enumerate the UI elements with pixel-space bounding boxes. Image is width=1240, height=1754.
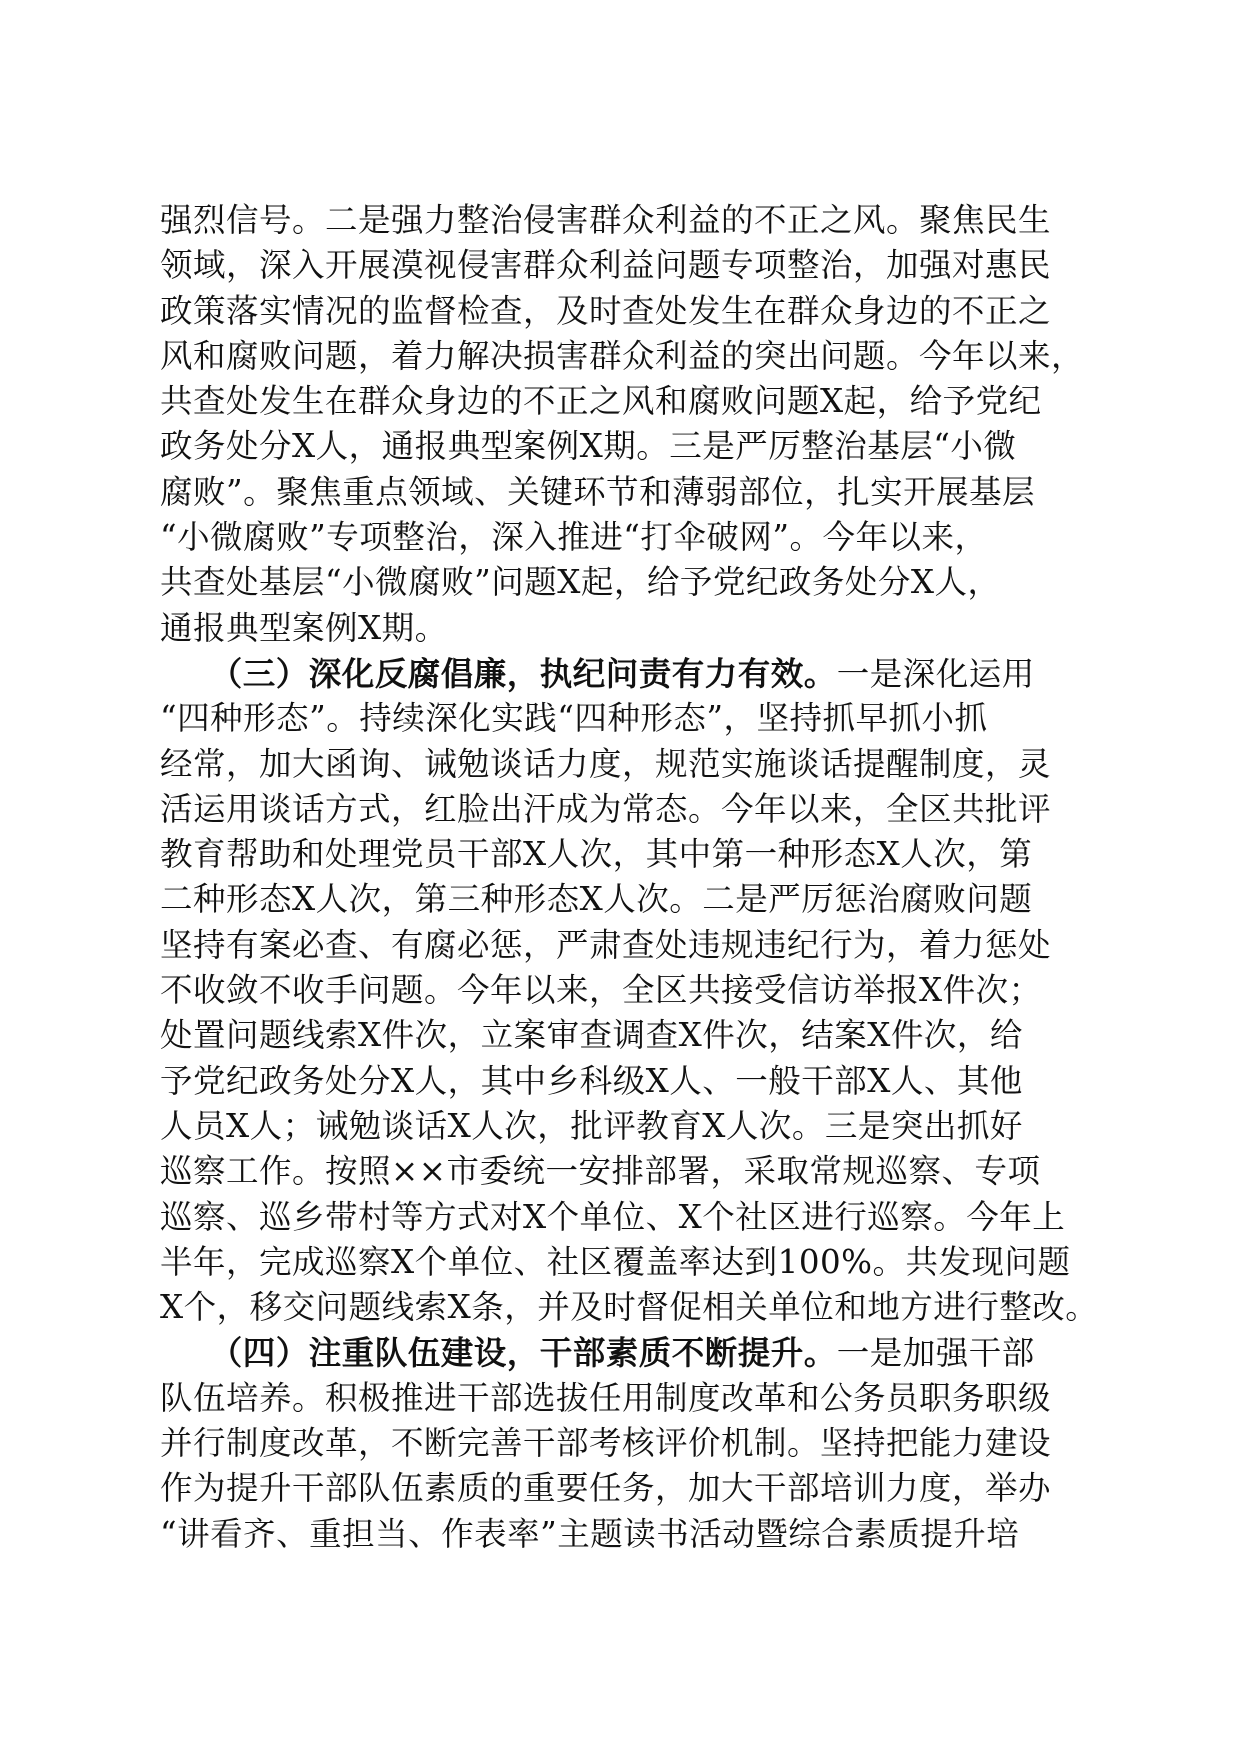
text-line: 处置问题线索X件次，立案审查调查X件次，结案X件次，给 — [160, 1016, 1023, 1055]
text-line: 巡察、巡乡带村等方式对X个单位、X个社区进行巡察。今年上 — [160, 1197, 1066, 1236]
text-span: 一是深化运用 — [836, 654, 1035, 693]
section-heading-line — [160, 651, 1080, 696]
text-line: X个，移交问题线索X条，并及时督促相关单位和地方进行整改。 — [160, 1288, 1099, 1327]
text-line: 共查处发生在群众身边的不正之风和腐败问题X起，给予党纪 — [160, 382, 1042, 421]
text-line: “小微腐败”专项整治，深入推进“打伞破网”。今年以来， — [160, 518, 988, 557]
document-body — [160, 198, 1099, 1557]
text-line: 强烈信号。二是强力整治侵害群众利益的不正之风。聚焦民生 — [160, 201, 1052, 239]
text-line: 二种形态X人次，第三种形态X人次。二是严厉惩治腐败问题 — [160, 880, 1033, 919]
text-line: 领域，深入开展漠视侵害群众利益问题专项整治，加强对惠民 — [160, 246, 1052, 285]
text-line: 作为提升干部队伍素质的重要任务，加大干部培训力度，举办 — [160, 1469, 1052, 1508]
text-line: 队伍培养。积极推进干部选拔任用制度改革和公务员职务职级 — [160, 1378, 1052, 1417]
section-heading-3: （三）深化反腐倡廉，执纪问责有力有效。 — [160, 653, 837, 693]
text-line: “四种形态”。持续深化实践“四种形态”，坚持抓早抓小抓 — [160, 699, 988, 738]
text-line: 予党纪政务处分X人，其中乡科级X人、一般干部X人、其他 — [160, 1061, 1023, 1100]
text-line: 风和腐败问题，着力解决损害群众利益的突出问题。今年以来， — [160, 336, 1085, 375]
section-heading-line — [160, 1330, 1080, 1375]
text-line: 并行制度改革，不断完善干部考核评价机制。坚持把能力建设 — [160, 1424, 1052, 1463]
text-line: 经常，加大函询、诫勉谈话力度，规范实施谈话提醒制度，灵 — [160, 744, 1052, 783]
text-span: 一是加强干部 — [836, 1334, 1035, 1373]
text-line: 政策落实情况的监督检查，及时查处发生在群众身边的不正之 — [160, 291, 1052, 330]
text-line: 教育帮助和处理党员干部X人次，其中第一种形态X人次，第 — [160, 835, 1033, 874]
text-line: 政务处分X人，通报典型案例X期。三是严厉整治基层“小微 — [160, 427, 1017, 466]
text-line: “讲看齐、重担当、作表率”主题读书活动暨综合素质提升培 — [160, 1514, 1020, 1553]
text-line: 通报典型案例X期。 — [160, 608, 448, 647]
text-line: 活运用谈话方式，红脸出汗成为常态。今年以来，全区共批评 — [160, 789, 1052, 828]
text-line: 坚持有案必查、有腐必惩，严肃查处违规违纪行为，着力惩处 — [160, 925, 1052, 964]
text-line: 人员X人；诫勉谈话X人次，批评教育X人次。三是突出抓好 — [160, 1106, 1023, 1145]
text-line: 共查处基层“小微腐败”问题X起，给予党纪政务处分X人， — [160, 563, 1001, 602]
text-line: 巡察工作。按照××市委统一安排部署，采取常规巡察、专项 — [160, 1152, 1041, 1191]
text-line: 半年，完成巡察X个单位、社区覆盖率达到100%。共发现问题 — [160, 1242, 1071, 1281]
text-line: 不收敛不收手问题。今年以来，全区共接受信访举报X件次； — [160, 971, 1042, 1010]
section-heading-4: （四）注重队伍建设，干部素质不断提升。 — [160, 1333, 837, 1373]
text-line: 腐败”。聚焦重点领域、关键环节和薄弱部位，扎实开展基层 — [160, 472, 1036, 511]
